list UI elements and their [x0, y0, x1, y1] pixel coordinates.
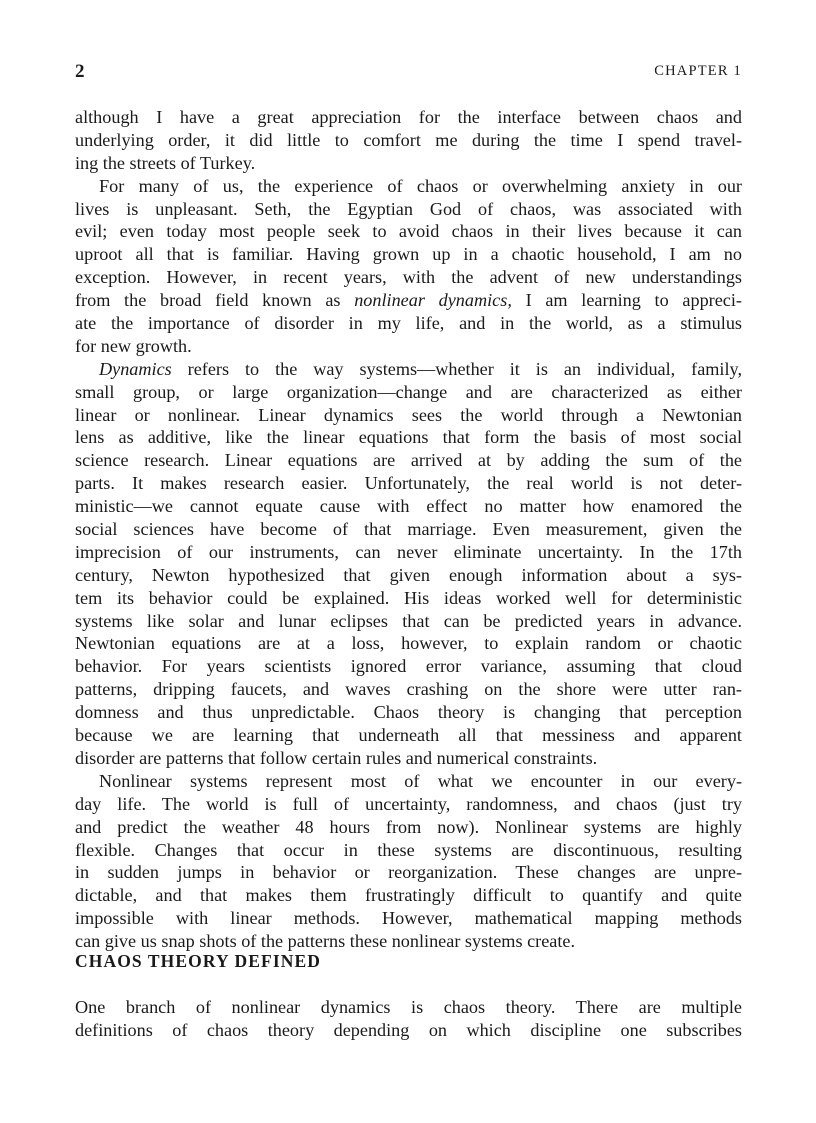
text-line: day life. The world is full of uncertainty, randomness, and chaos (just try	[75, 793, 742, 814]
text-line: ate the importance of disorder in my life, and in the world, as a stimulus	[75, 313, 742, 334]
text-line: Newtonian equations are at a loss, however, to explain random or chaotic	[75, 633, 742, 654]
text-line: dictable, and that makes them frustratingly difficult to quantify and quite	[75, 885, 742, 906]
text-line: social sciences have become of that marriage. Even measurement, given the	[75, 519, 742, 540]
text-line: ministic—we cannot equate cause with effect no matter how enamored the	[75, 496, 742, 517]
text-line: flexible. Changes that occur in these systems are discontinuous, resulting	[75, 839, 742, 860]
text-line: tem its behavior could be explained. His ideas worked well for deterministic	[75, 587, 742, 608]
text-line: Dynamics refers to the way systems—whether it is an individual, family,	[99, 358, 742, 379]
text-line: linear or nonlinear. Linear dynamics sees the world through a Newtonian	[75, 404, 742, 425]
text-line: exception. However, in recent years, with the advent of new understandings	[75, 267, 742, 288]
text-line: for new growth.	[75, 335, 192, 356]
running-title: CHAPTER 1	[654, 63, 742, 79]
text-line: For many of us, the experience of chaos or overwhelming anxiety in our	[99, 175, 742, 196]
running-head	[75, 61, 742, 83]
text-line: lives is unpleasant. Seth, the Egyptian God of chaos, was associated with	[75, 198, 742, 219]
italic-term: nonlinear dynamics,	[354, 290, 512, 311]
text-line: small group, or large organization—change and are characterized as either	[75, 381, 742, 402]
text-line: Nonlinear systems represent most of what we encounter in our every-	[99, 770, 742, 791]
text-line: although I have a great appreciation for the interface between chaos and	[75, 107, 742, 127]
body-text	[75, 106, 742, 953]
text-line: science research. Linear equations are arrived at by adding the sum of the	[75, 450, 742, 471]
text-line: patterns, dripping faucets, and waves crashing on the shore were utter ran-	[75, 679, 742, 700]
text-line: parts. It makes research easier. Unfortunately, the real world is not deter-	[75, 473, 742, 494]
text-line: from the broad field known as nonlinear dynamics, I am learning to appreci-	[75, 290, 742, 311]
text-line: uproot all that is familiar. Having grown up in a chaotic household, I am no	[75, 244, 742, 265]
text-line: behavior. For years scientists ignored error variance, assuming that cloud	[75, 656, 742, 677]
italic-term: Dynamics	[99, 358, 172, 379]
section-heading: CHAOS THEORY DEFINED	[75, 951, 322, 971]
text-line: can give us snap shots of the patterns these nonlinear systems create.	[75, 931, 576, 952]
text-line: underlying order, it did little to comfort me during the time I spend travel-	[75, 129, 742, 150]
section-body-text	[75, 996, 742, 1042]
text-line: because we are learning that underneath all that messiness and apparent	[75, 725, 742, 746]
page-number: 2	[75, 61, 85, 82]
text-line: imprecision of our instruments, can never eliminate uncertainty. In the 17th	[75, 541, 742, 562]
text-line: impossible with linear methods. However, mathematical mapping methods	[75, 908, 742, 929]
text-line: systems like solar and lunar eclipses that can be predicted years in advance.	[75, 610, 742, 631]
text-line: ing the streets of Turkey.	[75, 152, 256, 173]
text-line: definitions of chaos theory depending on which discipline one subscribes	[75, 1019, 742, 1040]
text-line: century, Newton hypothesized that given enough information about a sys-	[75, 564, 742, 585]
text-line: and predict the weather 48 hours from now). Nonlinear systems are highly	[75, 816, 742, 837]
text-line: in sudden jumps in behavior or reorganization. These changes are unpre-	[75, 862, 742, 883]
text-line: disorder are patterns that follow certain rules and numerical constraints.	[75, 747, 598, 768]
text-line: One branch of nonlinear dynamics is chaos theory. There are multiple	[75, 997, 742, 1017]
text-line: lens as additive, like the linear equations that form the basis of most social	[75, 427, 742, 448]
text-line: domness and thus unpredictable. Chaos theory is changing that perception	[75, 702, 742, 723]
text-line: evil; even today most people seek to avoid chaos in their lives because it can	[75, 221, 742, 242]
